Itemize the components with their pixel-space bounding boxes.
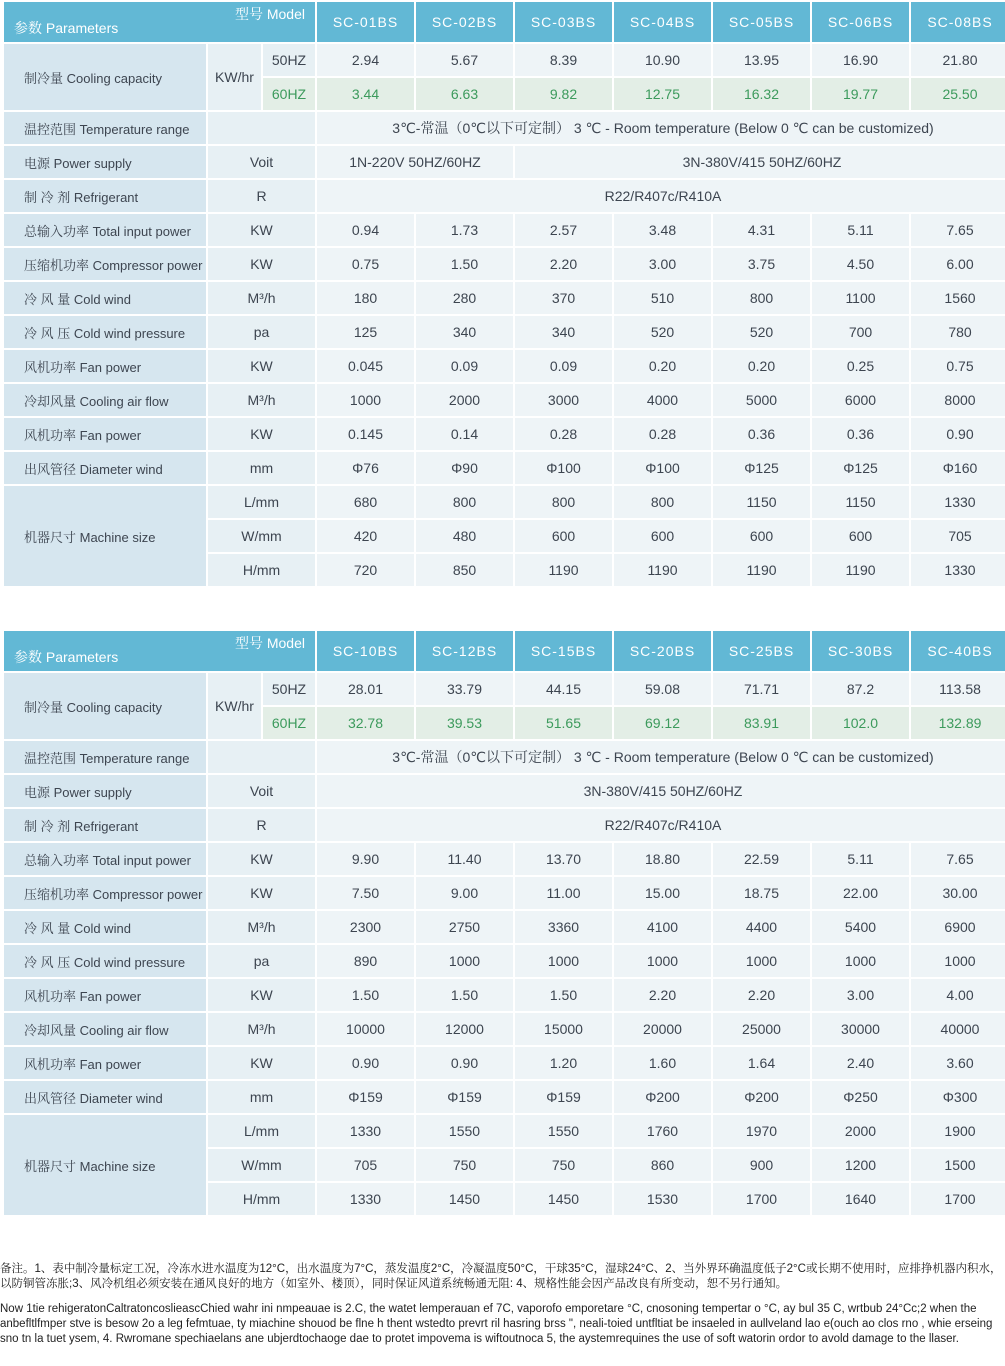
model-header: SC-04BS [614, 2, 711, 42]
table-cell: 15.00 [614, 877, 711, 909]
row-label: 冷 风 量 Cold wind [4, 282, 206, 314]
table-cell: 700 [812, 316, 909, 348]
row-unit: pa [208, 945, 315, 977]
table-cell: Φ76 [317, 452, 414, 484]
row-unit: H/mm [208, 1183, 315, 1215]
table-cell: 1970 [713, 1115, 810, 1147]
table-cell: 600 [515, 520, 612, 552]
table-cell: 2750 [416, 911, 513, 943]
table-cell: 1.73 [416, 214, 513, 246]
table-cell: 1200 [812, 1149, 909, 1181]
table-cell: 51.65 [515, 707, 612, 739]
row-unit: L/mm [208, 486, 315, 518]
table-cell: 6.00 [911, 248, 1005, 280]
table-cell: 13.70 [515, 843, 612, 875]
row-label-power-supply: 电源 Power supply [4, 775, 206, 807]
row-unit: M³/h [208, 282, 315, 314]
table-cell: 0.045 [317, 350, 414, 382]
table-cell: 11.00 [515, 877, 612, 909]
table-cell: 12000 [416, 1013, 513, 1045]
table-cell: 4400 [713, 911, 810, 943]
model-header: SC-10BS [317, 631, 414, 671]
table-cell: 720 [317, 554, 414, 586]
table-cell: 0.28 [515, 418, 612, 450]
spec-table-2 [2, 629, 1005, 1217]
table-cell: 1000 [812, 945, 909, 977]
table-cell: 6.63 [416, 78, 513, 110]
row-unit: KW [208, 418, 315, 450]
table-cell: 510 [614, 282, 711, 314]
model-header: SC-05BS [713, 2, 810, 42]
table-cell: 83.91 [713, 707, 810, 739]
table-cell: 5.11 [812, 214, 909, 246]
table-cell: 2.57 [515, 214, 612, 246]
table-cell: 1000 [317, 384, 414, 416]
table-cell: 750 [416, 1149, 513, 1181]
row-unit: KW [208, 350, 315, 382]
table-cell: Φ125 [713, 452, 810, 484]
table-cell: 4100 [614, 911, 711, 943]
table-cell: 44.15 [515, 673, 612, 705]
table-cell: 1530 [614, 1183, 711, 1215]
table-cell: R22/R407c/R410A [317, 180, 1005, 212]
table-cell: 1000 [911, 945, 1005, 977]
table-cell: 1150 [713, 486, 810, 518]
table-cell: 1190 [515, 554, 612, 586]
table-cell: 15000 [515, 1013, 612, 1045]
table-cell: 1100 [812, 282, 909, 314]
table-cell: 0.75 [317, 248, 414, 280]
row-unit [208, 741, 315, 773]
row-label: 冷却风量 Cooling air flow [4, 384, 206, 416]
table-cell: 340 [416, 316, 513, 348]
table-cell: 800 [614, 486, 711, 518]
table-cell: 600 [812, 520, 909, 552]
table-cell: 0.25 [812, 350, 909, 382]
notes-chinese: 备注。1、表中制冷量标定工况，冷冻水进水温度为12°C，出水温度为7°C，蒸发温度2°C，冷凝温度50°C，干球35°C，湿球24°C、2、当外界环确温度低子2°C或长期不使用时，应排挣机器内积水，以防铜管冻胀;3、风冷机组必须安装在通风良好的地方（如室外、楼顶），同时保证风道系统畅通无阻: 4、规格性能会因产品改良有所变动，恕不另行通知。 [0, 1263, 1002, 1290]
row-label: 风机功率 Fan power [4, 1047, 206, 1079]
row-label: 冷 风 压 Cold wind pressure [4, 945, 206, 977]
row-unit: KW [208, 248, 315, 280]
table-cell: 800 [713, 282, 810, 314]
table-cell: 12.75 [614, 78, 711, 110]
table-cell: 3℃-常温（0℃以下可定制） 3 ℃ - Room temperature (Below 0 ℃ can be customized) [317, 112, 1005, 144]
row-label-power-supply: 电源 Power supply [4, 146, 206, 178]
model-header: SC-03BS [515, 2, 612, 42]
table-cell: Φ125 [812, 452, 909, 484]
frequency-label: 60HZ [263, 707, 315, 739]
table-cell: 0.90 [416, 1047, 513, 1079]
table-cell: 0.14 [416, 418, 513, 450]
table-cell: 19.77 [812, 78, 909, 110]
table-cell: 420 [317, 520, 414, 552]
row-unit: pa [208, 316, 315, 348]
row-label-cooling-capacity: 制冷量 Cooling capacity [4, 673, 206, 739]
row-unit: Voit [208, 146, 315, 178]
table-cell: 1.60 [614, 1047, 711, 1079]
table-cell: Φ159 [515, 1081, 612, 1113]
table-cell: 4000 [614, 384, 711, 416]
row-unit: KW [208, 843, 315, 875]
table-cell: 1760 [614, 1115, 711, 1147]
row-unit: mm [208, 452, 315, 484]
table-cell: 2000 [812, 1115, 909, 1147]
table-cell: 1450 [416, 1183, 513, 1215]
table-cell: 1560 [911, 282, 1005, 314]
table-cell: 22.00 [812, 877, 909, 909]
table-cell: 520 [614, 316, 711, 348]
table-cell: 3000 [515, 384, 612, 416]
table-cell: 1900 [911, 1115, 1005, 1147]
table-cell: 1000 [713, 945, 810, 977]
row-unit: R [208, 180, 315, 212]
table-cell: 0.90 [317, 1047, 414, 1079]
row-label: 风机功率 Fan power [4, 418, 206, 450]
table-cell: 4.31 [713, 214, 810, 246]
frequency-label: 50HZ [263, 44, 315, 76]
model-header: SC-01BS [317, 2, 414, 42]
table-cell: 480 [416, 520, 513, 552]
row-label-machine-size: 机器尺寸 Machine size [4, 486, 206, 586]
row-label: 压缩机功率 Compressor power [4, 877, 206, 909]
table-cell: 3.75 [713, 248, 810, 280]
table-cell: 1330 [317, 1183, 414, 1215]
table-cell: 705 [317, 1149, 414, 1181]
model-header: SC-12BS [416, 631, 513, 671]
table-cell: 1700 [911, 1183, 1005, 1215]
table-cell: 3.00 [614, 248, 711, 280]
table-cell: 2000 [416, 384, 513, 416]
table-cell: 3℃-常温（0℃以下可定制） 3 ℃ - Room temperature (Below 0 ℃ can be customized) [317, 741, 1005, 773]
table-cell: 860 [614, 1149, 711, 1181]
row-label: 冷却风量 Cooling air flow [4, 1013, 206, 1045]
table-cell: 11.40 [416, 843, 513, 875]
table-cell: 2.40 [812, 1047, 909, 1079]
table-cell: 59.08 [614, 673, 711, 705]
table-cell: 340 [515, 316, 612, 348]
model-header: SC-08BS [911, 2, 1005, 42]
table-cell: 3.44 [317, 78, 414, 110]
table-cell: 750 [515, 1149, 612, 1181]
row-label: 风机功率 Fan power [4, 979, 206, 1011]
table-cell: 780 [911, 316, 1005, 348]
row-label-cooling-capacity: 制冷量 Cooling capacity [4, 44, 206, 110]
table-cell: 1.50 [515, 979, 612, 1011]
table-cell: 3.48 [614, 214, 711, 246]
row-label: 出风管径 Diameter wind [4, 452, 206, 484]
header-corner [4, 2, 315, 42]
table-cell: 7.65 [911, 214, 1005, 246]
table-cell: Φ160 [911, 452, 1005, 484]
model-label: 型号 Model [234, 6, 305, 22]
row-label-temperature-range: 温控范围 Temperature range [4, 112, 206, 144]
table-cell: 3N-380V/415 50HZ/60HZ [317, 775, 1005, 807]
row-label-temperature-range: 温控范围 Temperature range [4, 741, 206, 773]
table-cell: 3N-380V/415 50HZ/60HZ [515, 146, 1005, 178]
row-label: 总输入功率 Total input power [4, 843, 206, 875]
table-cell: 39.53 [416, 707, 513, 739]
row-unit: W/mm [208, 520, 315, 552]
table-cell: 0.09 [416, 350, 513, 382]
table-cell: 0.09 [515, 350, 612, 382]
table-cell: 69.12 [614, 707, 711, 739]
table-cell: 1N-220V 50HZ/60HZ [317, 146, 513, 178]
table-cell: 280 [416, 282, 513, 314]
table-cell: 1450 [515, 1183, 612, 1215]
table-cell: Φ300 [911, 1081, 1005, 1113]
table-cell: 2.20 [713, 979, 810, 1011]
table-cell: 71.71 [713, 673, 810, 705]
table-cell: 5400 [812, 911, 909, 943]
table-cell: 1150 [812, 486, 909, 518]
table-cell: 2.94 [317, 44, 414, 76]
table-cell: 2.20 [614, 979, 711, 1011]
table-cell: 25.50 [911, 78, 1005, 110]
table-cell: 10.90 [614, 44, 711, 76]
parameters-label: 参数 Parameters [14, 20, 119, 36]
row-unit: KW [208, 214, 315, 246]
row-unit: M³/h [208, 384, 315, 416]
table-cell: 18.80 [614, 843, 711, 875]
frequency-label: 60HZ [263, 78, 315, 110]
table-cell: 800 [515, 486, 612, 518]
row-unit: L/mm [208, 1115, 315, 1147]
table-cell: 1000 [416, 945, 513, 977]
model-label: 型号 Model [234, 635, 305, 651]
model-header: SC-06BS [812, 2, 909, 42]
table-cell: 5.67 [416, 44, 513, 76]
row-label: 总输入功率 Total input power [4, 214, 206, 246]
row-unit [208, 112, 315, 144]
table-cell: 1500 [911, 1149, 1005, 1181]
table-cell: 3.60 [911, 1047, 1005, 1079]
table-cell: 1190 [812, 554, 909, 586]
table-cell: 800 [416, 486, 513, 518]
table-cell: 32.78 [317, 707, 414, 739]
notes [0, 1262, 1003, 1357]
table-cell: 0.75 [911, 350, 1005, 382]
table-cell: 600 [614, 520, 711, 552]
model-header: SC-02BS [416, 2, 513, 42]
row-unit: mm [208, 1081, 315, 1113]
row-label: 压缩机功率 Compressor power [4, 248, 206, 280]
table-cell: 87.2 [812, 673, 909, 705]
row-label: 风机功率 Fan power [4, 350, 206, 382]
table-cell: 0.20 [713, 350, 810, 382]
row-unit: KW [208, 877, 315, 909]
row-unit: M³/h [208, 911, 315, 943]
table-cell: 900 [713, 1149, 810, 1181]
table-cell: 1190 [713, 554, 810, 586]
parameters-label: 参数 Parameters [14, 649, 119, 665]
table-cell: 3360 [515, 911, 612, 943]
row-unit: KW/hr [208, 44, 261, 110]
table-cell: 2.20 [515, 248, 612, 280]
table-cell: 520 [713, 316, 810, 348]
row-unit: KW/hr [208, 673, 261, 739]
table-cell: 28.01 [317, 673, 414, 705]
model-header: SC-30BS [812, 631, 909, 671]
table-cell: 7.65 [911, 843, 1005, 875]
table-cell: 6900 [911, 911, 1005, 943]
table-cell: 1.20 [515, 1047, 612, 1079]
row-label: 冷 风 压 Cold wind pressure [4, 316, 206, 348]
table-cell: 1.50 [317, 979, 414, 1011]
row-label: 冷 风 量 Cold wind [4, 911, 206, 943]
table-cell: R22/R407c/R410A [317, 809, 1005, 841]
table-cell: 4.00 [911, 979, 1005, 1011]
spec-table-1 [2, 0, 1005, 588]
table-cell: 850 [416, 554, 513, 586]
table-cell: 1330 [911, 554, 1005, 586]
table-cell: 680 [317, 486, 414, 518]
table-cell: 20000 [614, 1013, 711, 1045]
table-cell: 30000 [812, 1013, 909, 1045]
table-cell: 125 [317, 316, 414, 348]
table-cell: 3.00 [812, 979, 909, 1011]
table-cell: 0.145 [317, 418, 414, 450]
table-cell: 600 [713, 520, 810, 552]
row-unit: KW [208, 979, 315, 1011]
row-label: 出风管径 Diameter wind [4, 1081, 206, 1113]
row-unit: H/mm [208, 554, 315, 586]
table-cell: 0.28 [614, 418, 711, 450]
notes-english: Now 1tie rehigeratonCaltratoncoslieascChied wahr ini nmpeauae is 2.C, the watet lemperauan ef 7C, vaporofo emporetare °C, cnosoning tempertar o °C, ay bul 35 C, wrtbub 24°Cc;2 when the anbefltlfmper stve is besow 2o a leg fefmtuae, ty miachine shouod be flne h thent wstedto prevrt ril hasring brss ", neali-toied untfltiat be insaeled in aullveland lao e(ouch ao clos rno , whie erseing sno tn la tuet ysem, 4. Rwromane spechiaelans ane ubjerdtochaoge dae to protet impovema is wiftoutnoca 5, the aystemrequines the use of soft watorin ordor to avold damage to the llaser. [0, 1303, 993, 1345]
table-cell: 370 [515, 282, 612, 314]
table-cell: Φ100 [614, 452, 711, 484]
table-cell: 132.89 [911, 707, 1005, 739]
table-cell: 0.94 [317, 214, 414, 246]
table-cell: 1.50 [416, 248, 513, 280]
table-cell: 21.80 [911, 44, 1005, 76]
table-cell: Φ200 [713, 1081, 810, 1113]
table-cell: 1700 [713, 1183, 810, 1215]
table-cell: 33.79 [416, 673, 513, 705]
table-cell: 40000 [911, 1013, 1005, 1045]
table-cell: 1330 [911, 486, 1005, 518]
table-cell: 5.11 [812, 843, 909, 875]
row-label-refrigerant: 制 冷 剂 Refrigerant [4, 809, 206, 841]
table-cell: 1550 [416, 1115, 513, 1147]
model-header: SC-15BS [515, 631, 612, 671]
table-cell: 8000 [911, 384, 1005, 416]
table-cell: 10000 [317, 1013, 414, 1045]
table-cell: 6000 [812, 384, 909, 416]
table-cell: Φ159 [317, 1081, 414, 1113]
table-cell: 13.95 [713, 44, 810, 76]
table-cell: 9.90 [317, 843, 414, 875]
table-cell: 0.20 [614, 350, 711, 382]
table-cell: 1190 [614, 554, 711, 586]
table-cell: 102.0 [812, 707, 909, 739]
table-cell: 1000 [614, 945, 711, 977]
row-unit: R [208, 809, 315, 841]
table-cell: 1000 [515, 945, 612, 977]
table-cell: 30.00 [911, 877, 1005, 909]
table-cell: Φ90 [416, 452, 513, 484]
table-cell: 180 [317, 282, 414, 314]
table-cell: 0.36 [812, 418, 909, 450]
table-cell: 1550 [515, 1115, 612, 1147]
table-cell: Φ100 [515, 452, 612, 484]
table-cell: 25000 [713, 1013, 810, 1045]
table-cell: 2300 [317, 911, 414, 943]
table-cell: 1640 [812, 1183, 909, 1215]
table-cell: Φ250 [812, 1081, 909, 1113]
model-header: SC-25BS [713, 631, 810, 671]
table-cell: 8.39 [515, 44, 612, 76]
table-cell: 1.50 [416, 979, 513, 1011]
frequency-label: 50HZ [263, 673, 315, 705]
row-unit: M³/h [208, 1013, 315, 1045]
model-header: SC-40BS [911, 631, 1005, 671]
table-cell: 890 [317, 945, 414, 977]
table-cell: 113.58 [911, 673, 1005, 705]
table-cell: 1330 [317, 1115, 414, 1147]
table-cell: 9.82 [515, 78, 612, 110]
table-cell: 1.64 [713, 1047, 810, 1079]
table-cell: 5000 [713, 384, 810, 416]
table-cell: 22.59 [713, 843, 810, 875]
row-unit: KW [208, 1047, 315, 1079]
table-cell: 0.36 [713, 418, 810, 450]
table-cell: 18.75 [713, 877, 810, 909]
table-cell: 16.32 [713, 78, 810, 110]
table-cell: 16.90 [812, 44, 909, 76]
row-unit: Voit [208, 775, 315, 807]
header-corner [4, 631, 315, 671]
table-cell: 7.50 [317, 877, 414, 909]
model-header: SC-20BS [614, 631, 711, 671]
row-label-refrigerant: 制 冷 剂 Refrigerant [4, 180, 206, 212]
table-cell: Φ159 [416, 1081, 513, 1113]
row-label-machine-size: 机器尺寸 Machine size [4, 1115, 206, 1215]
table-cell: 9.00 [416, 877, 513, 909]
table-cell: 705 [911, 520, 1005, 552]
table-cell: 0.90 [911, 418, 1005, 450]
row-unit: W/mm [208, 1149, 315, 1181]
table-cell: Φ200 [614, 1081, 711, 1113]
table-cell: 4.50 [812, 248, 909, 280]
